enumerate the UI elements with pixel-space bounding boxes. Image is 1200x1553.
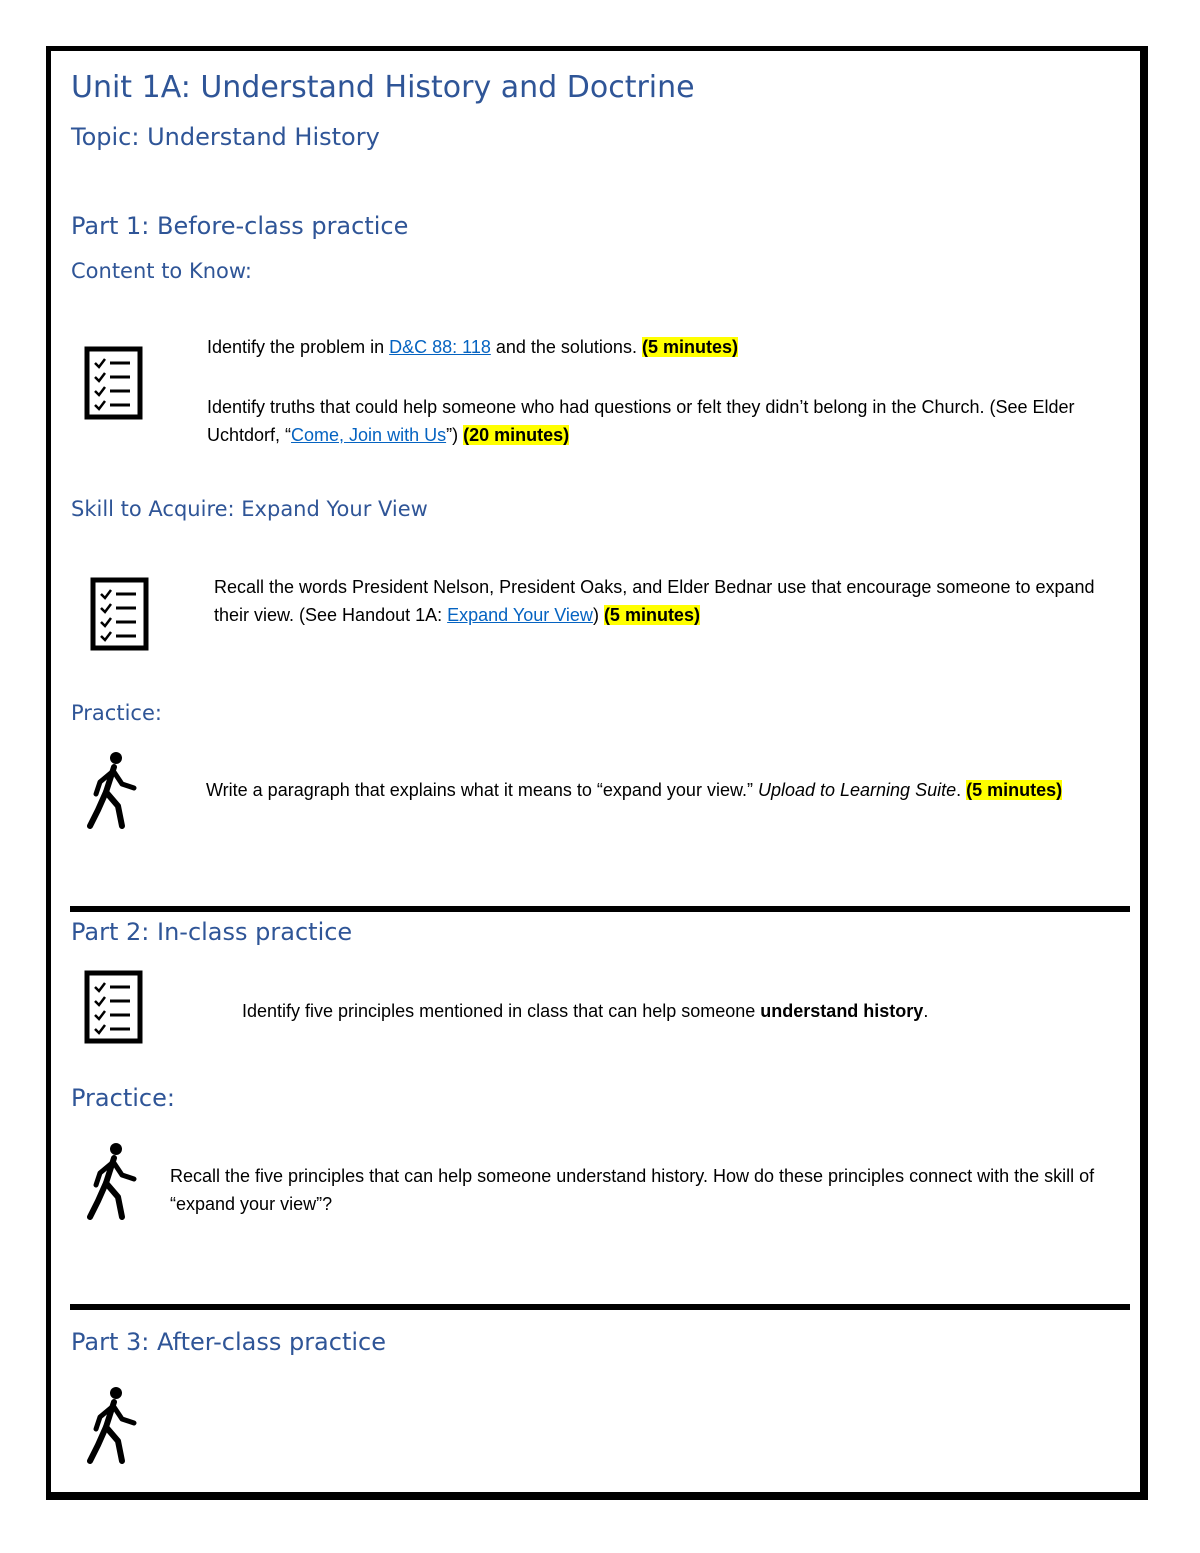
- checklist-icon: [90, 576, 150, 652]
- skill-item-text: Recall the words President Nelson, President Oaks, and Elder Bednar use that encourage someone to expand their view. (See Handout 1A:: [214, 577, 1095, 625]
- practice-item-suffix: .: [956, 780, 967, 800]
- section-divider: [70, 1304, 1130, 1310]
- content-item-1-suffix: and the solutions.: [490, 337, 642, 357]
- time-badge: (20 minutes): [463, 425, 570, 445]
- come-join-with-us-link[interactable]: Come, Join with Us: [291, 425, 447, 445]
- page-topic: Topic: Understand History: [71, 123, 380, 151]
- part2-heading: Part 2: In-class practice: [71, 918, 353, 946]
- part1-heading: Part 1: Before-class practice: [71, 212, 409, 240]
- practice-item-text: Write a paragraph that explains what it means to “expand your view.”: [206, 780, 758, 800]
- skill-item-suffix: ): [592, 605, 604, 625]
- understand-history-emphasis: understand history: [760, 1001, 924, 1021]
- in-class-item: [242, 997, 1122, 1025]
- walking-person-icon: [84, 750, 140, 830]
- in-class-item-text: Identify five principles mentioned in class that can help someone: [242, 1001, 761, 1021]
- content-item-1: [207, 333, 1127, 361]
- practice-item: [206, 776, 1086, 804]
- skill-item: [214, 573, 1114, 629]
- time-badge: (5 minutes): [603, 605, 700, 625]
- time-badge: (5 minutes): [641, 337, 738, 357]
- walking-person-icon: [84, 1385, 140, 1465]
- content-item-1-text: Identify the problem in: [207, 337, 390, 357]
- content-to-know-heading: Content to Know:: [71, 259, 252, 283]
- part3-heading: Part 3: After-class practice: [71, 1328, 386, 1356]
- dc-88-118-link[interactable]: D&C 88: 118: [389, 337, 491, 357]
- checklist-icon: [84, 969, 144, 1045]
- page-title: Unit 1A: Understand History and Doctrine: [71, 70, 695, 105]
- content-item-2-suffix: ”): [446, 425, 464, 445]
- part2-practice-heading: Practice:: [71, 1084, 175, 1112]
- content-item-2: [207, 393, 1127, 449]
- section-divider: [70, 906, 1130, 912]
- time-badge: (5 minutes): [966, 780, 1063, 800]
- checklist-icon: [84, 345, 144, 421]
- in-class-item-suffix: .: [923, 1001, 929, 1021]
- practice-heading: Practice:: [71, 701, 162, 725]
- in-class-practice-item: Recall the five principles that can help someone understand history. How do these principles connect with the skill of “expand your view”?: [170, 1166, 1095, 1214]
- skill-heading: Skill to Acquire: Expand Your View: [71, 497, 428, 521]
- expand-your-view-link[interactable]: Expand Your View: [447, 605, 593, 625]
- upload-instruction: Upload to Learning Suite: [757, 780, 957, 800]
- walking-person-icon: [84, 1141, 140, 1221]
- content-item-2-text: Identify truths that could help someone who had questions or felt they didn’t belong in the Church. (See Elder Uchtdorf, “: [207, 397, 1075, 445]
